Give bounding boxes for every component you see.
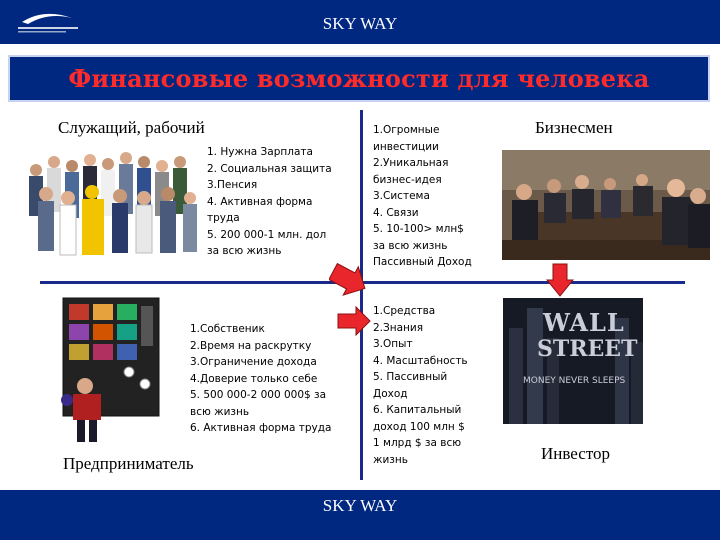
employee-list — [207, 144, 332, 260]
footer-brand: SKY WAY — [322, 496, 398, 515]
businessman-item: 4. Связи — [373, 206, 419, 219]
wall-street-title-line2: STREET — [537, 336, 638, 362]
investor-item: 5. Пассивный — [373, 371, 448, 383]
business-meeting-image — [502, 150, 710, 260]
investor-item: 6. Капитальный — [373, 404, 462, 416]
investor-list — [373, 303, 468, 468]
wall-street-title-line1: WALL — [543, 308, 625, 337]
employee-item: труда — [207, 212, 240, 224]
businessman-item: инвестиции — [373, 140, 439, 153]
entrepreneur-item: 2.Время на раскрутку — [190, 339, 312, 352]
investor-item: 1.Средства — [373, 305, 436, 317]
businessman-item: Пассивный Доход — [373, 256, 472, 268]
investor-item: 4. Масштабность — [373, 354, 468, 367]
employee-item: 3.Пенсия — [207, 179, 258, 191]
entrepreneur-item: всю жизнь — [190, 405, 250, 418]
employee-item: 4. Активная форма — [207, 195, 313, 208]
investor-item: Доход — [373, 387, 408, 400]
top-bar — [0, 0, 720, 44]
businessman-item: за всю жизнь — [373, 239, 448, 252]
employee-item: за всю жизнь — [207, 245, 282, 257]
header-brand: SKY WAY — [322, 14, 398, 33]
entrepreneur-item: 1.Собственик — [190, 323, 265, 335]
entrepreneur-item: 4.Доверие только себе — [190, 372, 318, 385]
investor-item: 2.Знания — [373, 321, 424, 334]
entrepreneur-item: 3.Ограничение дохода — [190, 356, 317, 368]
entrepreneur-list — [190, 321, 331, 437]
investor-heading: Инвестор — [541, 444, 611, 463]
page-title: Финансовые возможности для человека — [68, 64, 650, 93]
businessman-list — [373, 122, 472, 271]
businessman-item: бизнес-идея — [373, 173, 442, 186]
arrow-down-right-icon — [329, 263, 369, 299]
businessman-item: 3.Система — [373, 190, 430, 202]
investor-item: 3.Опыт — [373, 338, 413, 350]
businessman-item: 2.Уникальная — [373, 157, 449, 169]
wall-street-tagline: MONEY NEVER SLEEPS — [523, 376, 626, 386]
businessman-item: 1.Огромные — [373, 124, 440, 136]
employee-heading: Служащий, рабочий — [58, 118, 205, 137]
businessman-item: 5. 10-100> млн$ — [373, 223, 464, 235]
businessman-heading: Бизнесмен — [535, 118, 613, 137]
employee-item: 1. Нужна Зарплата — [207, 146, 313, 158]
arrow-down-icon — [546, 262, 574, 298]
investor-item: доход 100 млн $ — [373, 420, 465, 433]
investor-item: 1 млрд $ за всю — [373, 437, 462, 449]
footer-bar — [0, 490, 720, 540]
arrow-right-icon — [336, 306, 372, 336]
entrepreneur-heading: Предприниматель — [63, 454, 194, 473]
investor-item: жизнь — [373, 453, 408, 466]
employee-item: 5. 200 000-1 млн. дол — [207, 228, 327, 241]
workers-crowd-image — [16, 148, 202, 266]
title-banner — [8, 55, 710, 102]
entrepreneur-item: 5. 500 000-2 000 000$ за — [190, 389, 327, 401]
entrepreneur-item: 6. Активная форма труда — [190, 422, 332, 434]
wall-street-poster-image — [503, 298, 643, 424]
employee-item: 2. Социальная защита — [207, 162, 332, 175]
vending-machine-image — [55, 296, 165, 444]
